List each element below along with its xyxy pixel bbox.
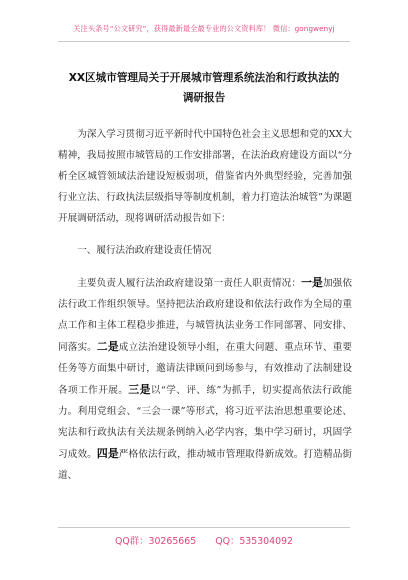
- header-divider: [58, 41, 350, 42]
- document-body: [58, 124, 352, 486]
- footer-qq: QQ：535304092: [215, 536, 294, 547]
- section-heading: 一、履行法治政府建设责任情况: [77, 245, 212, 256]
- title-line-2: 调研报告: [182, 92, 226, 104]
- footer-divider: [58, 527, 350, 528]
- title-line-1: XX区城市管理局关于开展城市管理系统法治和行政执法的: [68, 72, 340, 84]
- footer-qq-group: QQ群：30265665: [114, 536, 197, 547]
- document-title: [58, 68, 350, 108]
- point-3-text: 以“学、评、练”为抓手，切实提高依法行政能力。利用党组会、“三会一课”等形式，将习近平法治思想重要论述、宪法和行政执法有关法规条例纳入必学内容，集中学习研讨，巩固学习成效。: [58, 385, 353, 460]
- point-4-text: 严格依法行政，推动城市管理取得新成效。打造精品街道、: [58, 449, 353, 481]
- point-1-text: 加强依法行政工作组织领导。坚持把法治政府建设和依法行政作为全局的重点工作和主体工程稳步推进，与城管执法业务工作同部署、同安排、同落实。: [58, 278, 353, 353]
- intro-paragraph: 为深入学习贯彻习近平新时代中国特色社会主义思想和党的XX大精神，我局按照市城管局的工作安排部署，在法治政府建设方面以“分析全区城管领域法治建设短板弱项，借鉴省内外典型经验，完善加强行业立法、行政执法层级指导等制度机制，着力打造法治城管”为课题开展调研活动，现将调研活动报告如下：: [58, 129, 352, 224]
- footer: [0, 533, 408, 547]
- header-banner: 关注头条号“公文研究”，获得最新最全最专业的公文资料库！ 微信：gongwenyj: [73, 24, 335, 33]
- point-1-label: 一是: [301, 276, 323, 289]
- point-3-label: 三是: [128, 383, 151, 396]
- duty-paragraph: [58, 272, 352, 486]
- point-2-label: 二是: [96, 340, 119, 353]
- point-2-text: 成立法治建设领导小组，在重大问题、重点环节、重要任务等方面集中研讨，邀请法律顾问到场参与，有效推动了法制建设各项工作开展。: [58, 342, 353, 396]
- point-4-label: 四是: [96, 447, 119, 460]
- duty-lead: 主要负责人履行法治政府建设第一责任人职责情况：: [77, 278, 302, 289]
